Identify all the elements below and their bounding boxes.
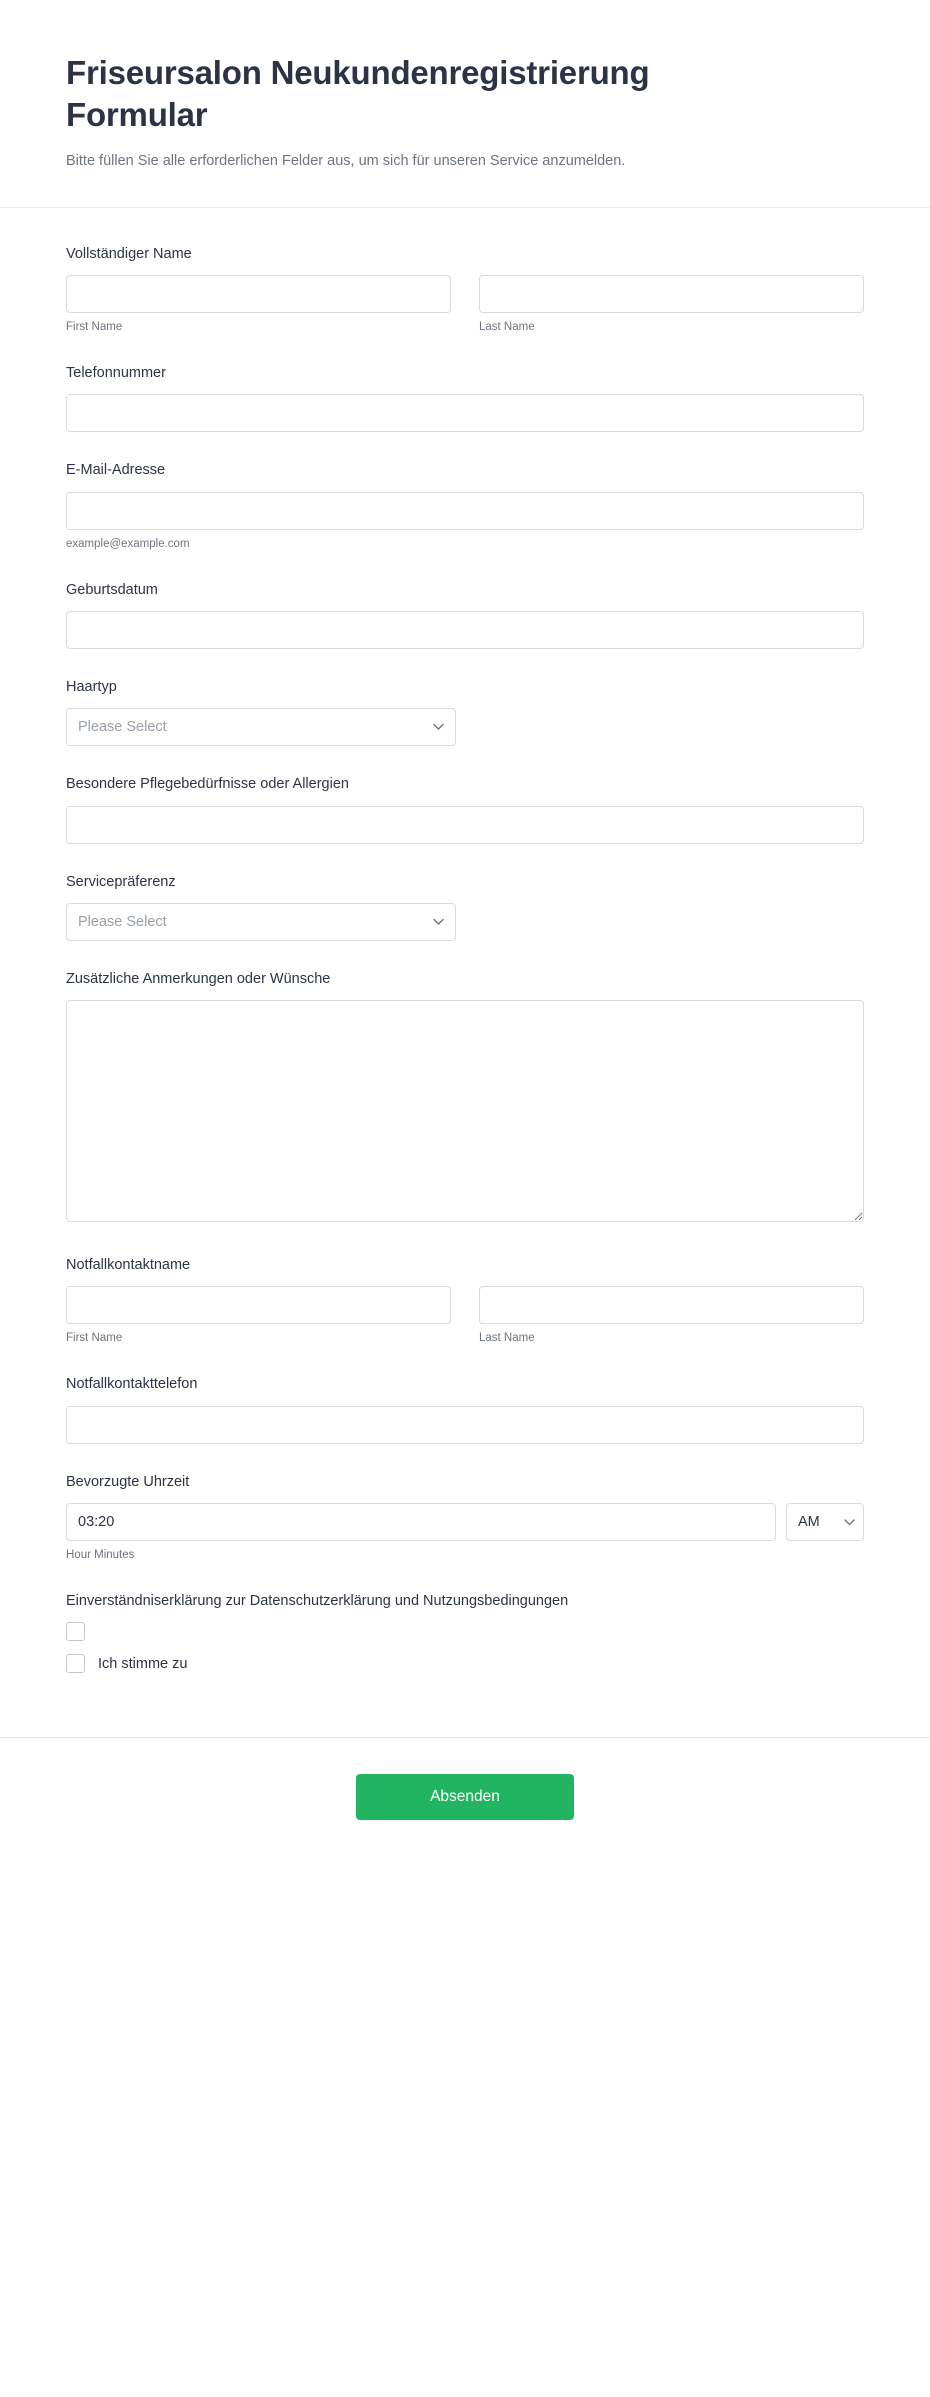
preferred-time-row	[66, 1503, 864, 1541]
service-preference-select-wrap[interactable]	[66, 903, 456, 941]
field-preferred-time	[66, 1472, 864, 1563]
notes-label: Zusätzliche Anmerkungen oder Wünsche	[66, 970, 331, 987]
last-name-input[interactable]	[479, 275, 864, 313]
hair-type-select-wrap[interactable]	[66, 708, 456, 746]
form-subtitle: Bitte füllen Sie alle erforderlichen Felder aus, um sich für unseren Service anzumelden.	[66, 153, 626, 170]
first-name-input[interactable]	[66, 275, 451, 313]
consent-checkbox-row-primary	[66, 1622, 864, 1641]
emergency-last-name-input[interactable]	[479, 1286, 864, 1324]
phone-input[interactable]	[66, 394, 864, 432]
consent-label: Einverständniserklärung zur Datenschutzerklärung und Nutzungsbedingungen	[66, 1592, 569, 1609]
submit-button[interactable]: Absenden	[356, 1774, 574, 1820]
emergency-phone-input[interactable]	[66, 1406, 864, 1444]
consent-agree-label: Ich stimme zu	[98, 1655, 188, 1672]
consent-checkbox-primary[interactable]	[66, 1622, 85, 1641]
last-name-sublabel: Last Name	[479, 321, 535, 334]
emergency-first-name-sublabel: First Name	[66, 1332, 123, 1345]
care-needs-label: Besondere Pflegebedürfnisse oder Allergien	[66, 776, 349, 793]
field-consent	[66, 1591, 864, 1673]
form-body	[0, 208, 930, 1711]
birthdate-input[interactable]	[66, 611, 864, 649]
emergency-name-label: Notfallkontaktname	[66, 1257, 191, 1274]
full-name-last-col	[479, 275, 864, 335]
service-preference-label: Servicepräferenz	[66, 873, 176, 890]
emergency-last-col	[479, 1286, 864, 1346]
form-header	[0, 0, 930, 208]
field-phone	[66, 363, 864, 432]
field-service-preference	[66, 872, 864, 941]
field-care-needs	[66, 774, 864, 843]
emergency-first-name-input[interactable]	[66, 1286, 451, 1324]
email-field[interactable]	[66, 492, 864, 530]
emergency-name-row	[66, 1286, 864, 1346]
time-input[interactable]	[66, 1503, 776, 1541]
email-label: E-Mail-Adresse	[66, 462, 166, 479]
consent-checkbox-agree[interactable]	[66, 1654, 85, 1673]
notes-textarea[interactable]	[66, 1000, 864, 1222]
field-birthdate	[66, 580, 864, 649]
field-notes	[66, 969, 864, 1227]
hair-type-select[interactable]	[66, 708, 456, 746]
full-name-first-col	[66, 275, 451, 335]
field-emergency-name	[66, 1255, 864, 1346]
email-sublabel: example@example.com	[66, 537, 190, 550]
field-hair-type	[66, 677, 864, 746]
preferred-time-label: Bevorzugte Uhrzeit	[66, 1473, 190, 1490]
form-footer	[0, 1737, 930, 1868]
consent-checkbox-row-agree	[66, 1654, 864, 1673]
page-title: Friseursalon Neukundenregistrierung Formular	[66, 54, 650, 134]
service-preference-select[interactable]	[66, 903, 456, 941]
emergency-phone-label: Notfallkontakttelefon	[66, 1376, 198, 1393]
emergency-first-col	[66, 1286, 451, 1346]
ampm-select-wrap[interactable]	[786, 1503, 864, 1541]
phone-label: Telefonnummer	[66, 365, 166, 382]
field-full-name	[66, 244, 864, 335]
full-name-row	[66, 275, 864, 335]
birthdate-label: Geburtsdatum	[66, 581, 158, 598]
care-needs-input[interactable]	[66, 806, 864, 844]
first-name-sublabel: First Name	[66, 321, 123, 334]
emergency-last-name-sublabel: Last Name	[479, 1332, 535, 1345]
ampm-select[interactable]	[786, 1503, 864, 1541]
hair-type-label: Haartyp	[66, 679, 117, 695]
full-name-label: Vollständiger Name	[66, 245, 192, 262]
field-email	[66, 460, 864, 551]
preferred-time-sublabel: Hour Minutes	[66, 1549, 135, 1562]
field-emergency-phone	[66, 1374, 864, 1443]
